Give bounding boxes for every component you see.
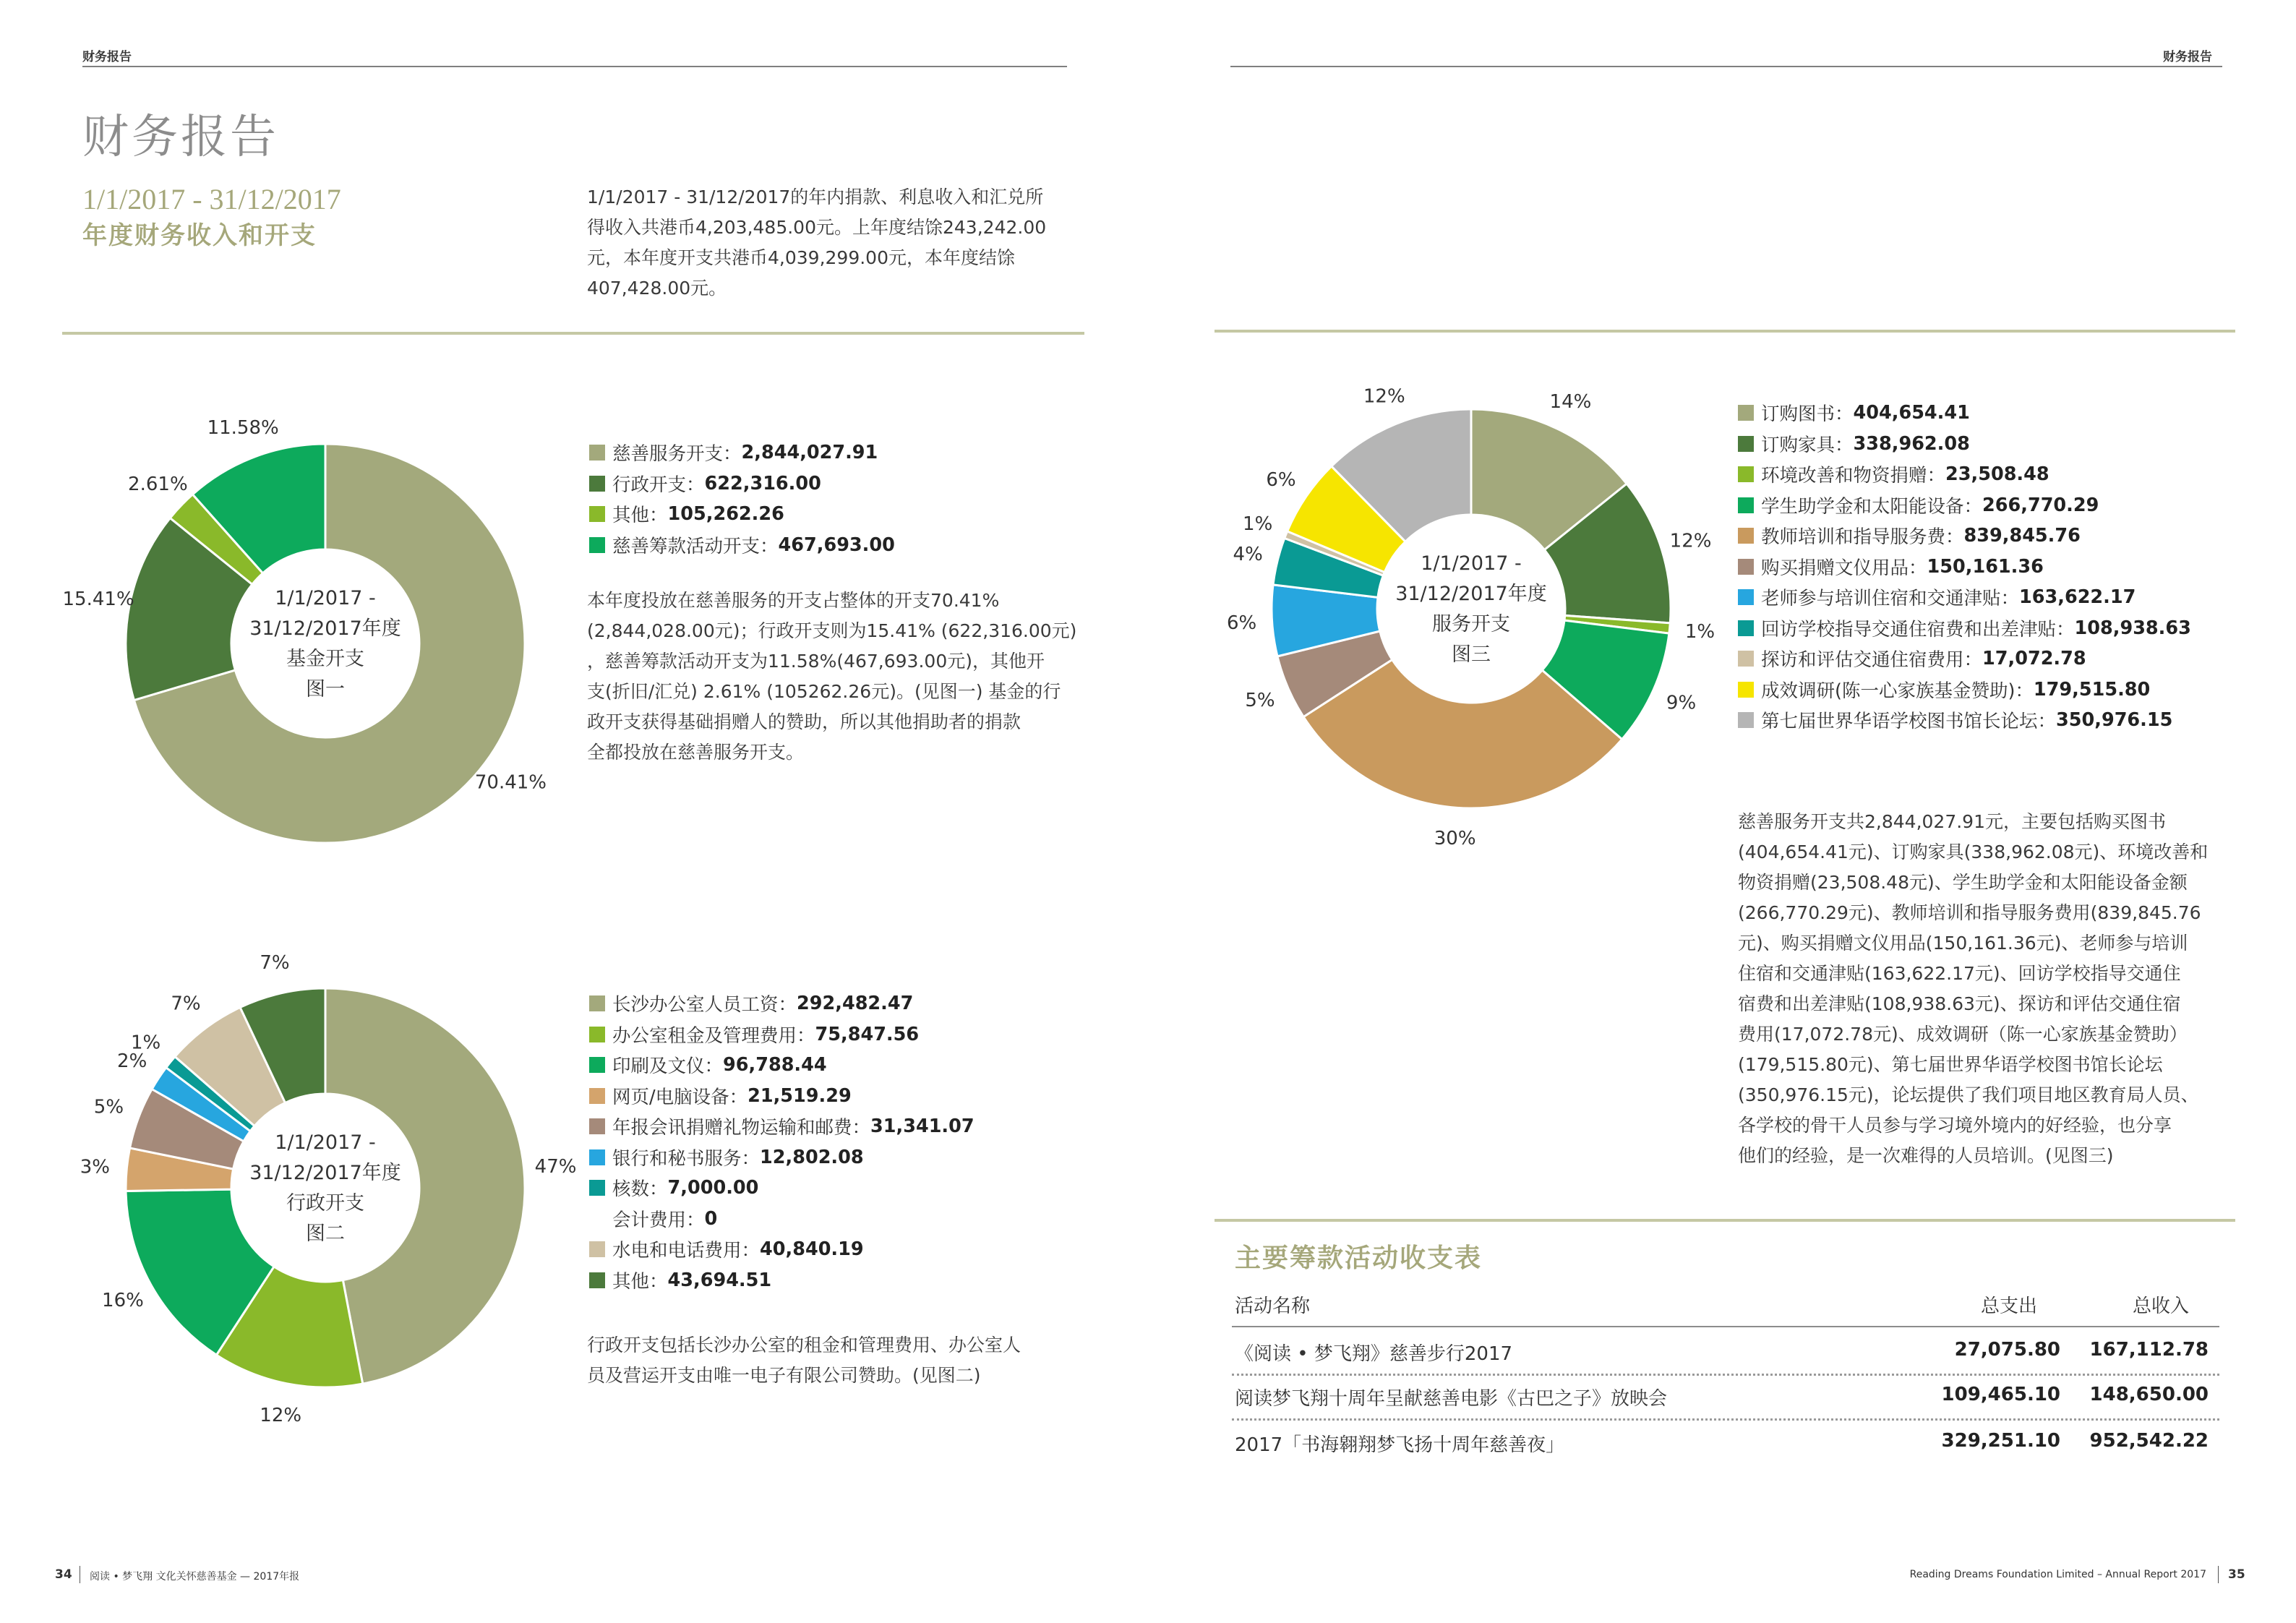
legend-item: 印刷及文仪 ： 96,788.44 [589, 1050, 974, 1081]
legend-item: 行政开支 ： 622,316.00 [589, 468, 895, 500]
legend-value: 96,788.44 [723, 1054, 827, 1076]
legend-swatch [589, 1180, 605, 1196]
slice-percent-label: 15.41% [62, 588, 134, 610]
table-row-separator [1232, 1418, 2219, 1421]
chart2-donut [58, 951, 577, 1426]
desc-line: (350,976.15元)，论坛提供了我们项目地区教育局人员、 [1738, 1084, 2199, 1105]
legend-swatch-empty [589, 1211, 605, 1227]
slice-percent-label: 7% [171, 993, 201, 1015]
legend-swatch [1738, 620, 1754, 636]
desc-line: 全都投放在慈善服务开支。 [587, 742, 805, 763]
legend-value: 266,770.29 [1982, 494, 2099, 516]
donut-center-label: 31/12/2017年度 [249, 617, 401, 640]
legend-value: 105,262.26 [667, 503, 784, 526]
legend-value: 404,654.41 [1853, 402, 1970, 424]
legend-label: 成效调研(陈一心家族基金赞助) [1761, 680, 2016, 702]
legend-value: 21,519.29 [748, 1084, 852, 1107]
legend-value: 7,000.00 [667, 1177, 759, 1199]
table-header-expense: 总支出 [1981, 1296, 2038, 1317]
chart3-donut [1215, 369, 1715, 850]
legend-value: 839,845.76 [1963, 525, 2081, 547]
table-row-3-expense: 329,251.10 [1941, 1430, 2060, 1452]
left-header-rule [82, 66, 1067, 67]
desc-line: (266,770.29元)、教师培训和指导服务费用(839,845.76 [1738, 902, 2201, 923]
legend-value: 163,622.17 [2019, 586, 2136, 609]
chart1-legend [589, 437, 895, 560]
legend-label: 办公室租金及管理费用 [612, 1024, 797, 1047]
donut-center-label: 31/12/2017年度 [249, 1162, 401, 1184]
slice-percent-label: 1% [1684, 621, 1715, 643]
legend-label: 老师参与培训住宿和交通津贴 [1761, 588, 2001, 610]
legend-value: 622,316.00 [704, 472, 821, 494]
right-header-rule [1230, 66, 2222, 67]
legend-swatch [1738, 528, 1754, 544]
left-section-rule [62, 332, 1084, 335]
donut-center-label: 31/12/2017年度 [1395, 583, 1547, 605]
legend-label: 其他 [612, 505, 650, 527]
desc-line: 慈善服务开支共2,844,027.91元，主要包括购买图书 [1738, 811, 2166, 832]
legend-value: 2,844,027.91 [741, 442, 878, 464]
donut-center-label: 图二 [306, 1222, 345, 1245]
slice-percent-label: 7% [260, 951, 290, 974]
legend-swatch [1738, 712, 1754, 728]
table-row-3-name: 2017「书海翱翔梦飞扬十周年慈善夜」 [1235, 1434, 1565, 1456]
legend-item: 网页/电脑设备 ： 21,519.29 [589, 1081, 974, 1112]
table-row-separator [1232, 1374, 2219, 1376]
table-header-income: 总收入 [2133, 1296, 2190, 1317]
legend-swatch [1738, 589, 1754, 605]
legend-item: 银行和秘书服务 ： 12,802.08 [589, 1142, 974, 1173]
slice-percent-label: 11.58% [207, 416, 279, 439]
legend-item: 教师培训和指导服务费 ： 839,845.76 [1738, 521, 2191, 552]
legend-item: 环境改善和物资捐赠 ： 23,508.48 [1738, 459, 2191, 490]
legend-item: 核数 ： 7,000.00 [589, 1173, 974, 1204]
legend-item: 探访和评估交通住宿费用 ： 17,072.78 [1738, 643, 2191, 675]
donut-center-label: 基金开支 [286, 648, 364, 670]
donut-center-label: 1/1/2017 - [1421, 552, 1522, 575]
right-page-number: 35 [2228, 1567, 2245, 1582]
intro-line: 1/1/2017 - 31/12/2017的年内捐款、利息收入和汇兑所 [587, 187, 1044, 207]
legend-swatch [1738, 436, 1754, 452]
desc-line: 元)、购买捐赠文仪用品(150,161.36元)、老师参与培训 [1738, 933, 2188, 954]
legend-label: 教师培训和指导服务费 [1761, 526, 1946, 549]
table-top-rule [1215, 1219, 2235, 1222]
slice-percent-label: 12% [1363, 385, 1405, 408]
legend-swatch [589, 995, 605, 1011]
chart2-legend [589, 988, 974, 1296]
legend-label: 订购图书 [1761, 403, 1835, 426]
chart3-legend [1738, 398, 2191, 736]
slice-percent-label: 30% [1434, 828, 1476, 850]
slice-percent-label: 6% [1266, 469, 1296, 492]
table-row-2-expense: 109,465.10 [1941, 1384, 2060, 1405]
legend-value: 467,693.00 [778, 534, 895, 556]
legend-label: 慈善服务开支 [612, 443, 724, 466]
legend-label: 其他 [612, 1270, 650, 1293]
legend-item: 第七届世界华语学校图书馆长论坛 ： 350,976.15 [1738, 705, 2191, 736]
legend-label: 年报会讯捐赠礼物运输和邮费 [612, 1117, 852, 1139]
legend-item: 办公室租金及管理费用 ： 75,847.56 [589, 1019, 974, 1050]
legend-value: 12,802.08 [760, 1146, 864, 1168]
table-row-3-income: 952,542.22 [2089, 1430, 2209, 1452]
chart3-description [1738, 807, 2229, 1171]
intro-line: 元，本年度开支共港币4,039,299.00元，本年度结馀 [587, 247, 1015, 268]
left-footer-text: 阅读 • 梦飞翔 文化关怀慈善基金 — 2017年报 [90, 1571, 300, 1583]
legend-swatch [589, 1057, 605, 1073]
intro-line: 407,428.00元。 [587, 278, 727, 299]
slice-percent-label: 12% [1669, 530, 1712, 552]
legend-value: 23,508.48 [1945, 463, 2049, 486]
legend-label: 购买捐赠文仪用品 [1761, 557, 1909, 579]
legend-value: 43,694.51 [667, 1269, 772, 1291]
slice-percent-label: 14% [1549, 391, 1592, 414]
chart1-description [587, 586, 1086, 768]
desc-line: 支(折旧/汇兑) 2.61% (105262.26元)。(见图一) 基金的行 [587, 681, 1061, 702]
right-running-header: 财务报告 [2163, 50, 2212, 64]
desc-line: 住宿和交通津贴(163,622.17元)、回访学校指导交通住 [1738, 963, 2181, 984]
desc-line: 各学校的骨干人员参与学习境外境内的好经验，也分享 [1738, 1115, 2172, 1136]
slice-percent-label: 5% [93, 1096, 124, 1118]
slice-percent-label: 3% [80, 1156, 110, 1178]
intro-paragraph [587, 182, 1079, 304]
legend-swatch [589, 445, 605, 461]
desc-line: ，慈善筹款活动开支为11.58%(467,693.00元)，其他开 [587, 651, 1045, 672]
slice-percent-label: 12% [260, 1404, 302, 1426]
right-section-rule [1215, 330, 2235, 333]
donut-center-label: 图一 [306, 678, 345, 701]
desc-line: 员及营运开支由唯一电子有限公司赞助。(见图二) [587, 1365, 981, 1386]
legend-item: 成效调研(陈一心家族基金赞助) ： 179,515.80 [1738, 675, 2191, 706]
slice-percent-label: 16% [102, 1289, 144, 1311]
table-header-name: 活动名称 [1235, 1296, 1311, 1317]
slice-percent-label: 5% [1245, 689, 1275, 711]
legend-item: 慈善服务开支 ： 2,844,027.91 [589, 437, 895, 468]
legend-item: 水电和电话费用 ： 40,840.19 [589, 1234, 974, 1265]
legend-value: 31,341.07 [870, 1115, 974, 1138]
donut-center-label: 1/1/2017 - [275, 1131, 376, 1154]
donut-slice [325, 988, 525, 1384]
desc-line: 政开支获得基础捐赠人的赞助，所以其他捐助者的捐款 [587, 711, 1021, 732]
page-title: 财务报告 [82, 111, 279, 164]
legend-label: 慈善筹款活动开支 [612, 535, 761, 557]
legend-swatch [1738, 405, 1754, 421]
legend-value: 40,840.19 [760, 1238, 864, 1261]
legend-value: 0 [704, 1207, 718, 1230]
table-row-2-name: 阅读梦飞翔十周年呈献慈善电影《古巴之子》放映会 [1235, 1388, 1668, 1410]
legend-item: 回访学校指导交通住宿费和出差津贴 ： 108,938.63 [1738, 613, 2191, 644]
legend-item: 其他 ： 43,694.51 [589, 1265, 974, 1296]
intro-line: 得收入共港币4,203,485.00元。上年度结馀243,242.00 [587, 217, 1047, 238]
slice-percent-label: 4% [1233, 544, 1263, 566]
table-row-2-income: 148,650.00 [2089, 1384, 2209, 1405]
desc-line: (2,844,028.00元)；行政开支则为15.41% (622,316.00元) [587, 620, 1077, 641]
table-title: 主要筹款活动收支表 [1235, 1243, 1483, 1273]
chart2-description [587, 1330, 1086, 1391]
right-footer-text: Reading Dreams Foundation Limited – Annual Report 2017 [1909, 1569, 2206, 1580]
donut-center-label: 行政开支 [286, 1192, 364, 1215]
chart1-donut [58, 412, 557, 875]
legend-swatch [589, 1241, 605, 1257]
legend-value: 338,962.08 [1853, 432, 1970, 455]
legend-label: 第七届世界华语学校图书馆长论坛 [1761, 711, 2038, 733]
section-subtitle: 年度财务收入和开支 [82, 221, 317, 250]
slice-percent-label: 6% [1226, 612, 1257, 635]
slice-percent-label: 2.61% [128, 474, 188, 496]
left-page-number: 34 [55, 1567, 72, 1582]
legend-value: 17,072.78 [1982, 648, 2086, 670]
donut-center-label: 服务开支 [1432, 613, 1510, 635]
slice-percent-label: 1% [1243, 513, 1273, 536]
table-row-1-income: 167,112.78 [2089, 1339, 2209, 1361]
legend-label: 水电和电话费用 [612, 1240, 742, 1262]
legend-value: 108,938.63 [2074, 617, 2191, 639]
legend-label: 印刷及文仪 [612, 1055, 705, 1078]
legend-swatch [589, 537, 605, 553]
legend-swatch [1738, 682, 1754, 698]
legend-value: 179,515.80 [2033, 678, 2151, 701]
legend-value: 75,847.56 [815, 1023, 920, 1045]
legend-swatch [1738, 559, 1754, 575]
legend-label: 会计费用 [612, 1209, 687, 1231]
legend-item: 购买捐赠文仪用品 ： 150,161.36 [1738, 552, 2191, 583]
legend-swatch [589, 506, 605, 522]
legend-item: 慈善筹款活动开支 ： 467,693.00 [589, 530, 895, 561]
legend-swatch [589, 1027, 605, 1042]
donut-center-label: 1/1/2017 - [275, 587, 376, 609]
legend-value: 292,482.47 [797, 993, 914, 1015]
legend-label: 探访和评估交通住宿费用 [1761, 649, 1964, 672]
slice-percent-label: 2% [117, 1050, 147, 1073]
slice-percent-label: 47% [534, 1155, 577, 1178]
legend-item: 会计费用 ： 0 [589, 1204, 974, 1235]
legend-swatch [589, 476, 605, 492]
legend-swatch [589, 1149, 605, 1165]
left-running-header: 财务报告 [82, 50, 132, 64]
desc-line: 宿费和出差津贴(108,938.63元)、探访和评估交通住宿 [1738, 993, 2181, 1014]
table-header-rule [1232, 1326, 2219, 1327]
legend-item: 老师参与培训住宿和交通津贴 ： 163,622.17 [1738, 582, 2191, 613]
legend-swatch [589, 1272, 605, 1288]
table-row-1-expense: 27,075.80 [1954, 1339, 2060, 1361]
legend-swatch [1738, 497, 1754, 513]
desc-line: (179,515.80元)、第七届世界华语学校图书馆长论坛 [1738, 1054, 2163, 1075]
legend-value: 350,976.15 [2056, 709, 2173, 732]
date-range: 1/1/2017 - 31/12/2017 [82, 183, 341, 215]
slice-percent-label: 1% [130, 1032, 161, 1054]
desc-line: 物资捐赠(23,508.48元)、学生助学金和太阳能设备金额 [1738, 872, 2188, 893]
footer-divider [2218, 1566, 2219, 1583]
legend-label: 网页/电脑设备 [612, 1086, 729, 1108]
legend-label: 长沙办公室人员工资 [612, 994, 779, 1016]
desc-line: 行政开支包括长沙办公室的租金和管理费用、办公室人 [587, 1335, 1021, 1356]
desc-line: 他们的经验，是一次难得的人员培训。(见图三) [1738, 1145, 2114, 1166]
legend-label: 学生助学金和太阳能设备 [1761, 495, 1964, 518]
legend-label: 环境改善和物资捐赠 [1761, 465, 1927, 487]
legend-label: 银行和秘书服务 [612, 1147, 742, 1170]
legend-value: 150,161.36 [1927, 555, 2044, 578]
desc-line: 费用(17,072.78元)、成效调研（陈一心家族基金赞助） [1738, 1024, 2188, 1045]
legend-swatch [1738, 466, 1754, 482]
legend-label: 行政开支 [612, 474, 687, 496]
legend-item: 长沙办公室人员工资 ： 292,482.47 [589, 988, 974, 1019]
legend-label: 订购家具 [1761, 434, 1835, 456]
legend-item: 订购家具 ： 338,962.08 [1738, 429, 2191, 460]
slice-percent-label: 70.41% [474, 771, 547, 794]
legend-item: 学生助学金和太阳能设备 ： 266,770.29 [1738, 490, 2191, 521]
legend-label: 回访学校指导交通住宿费和出差津贴 [1761, 618, 2057, 641]
legend-swatch [589, 1088, 605, 1104]
legend-item: 其他 ： 105,262.26 [589, 499, 895, 530]
legend-item: 订购图书 ： 404,654.41 [1738, 398, 2191, 429]
slice-percent-label: 9% [1666, 692, 1697, 714]
legend-label: 核数 [612, 1178, 650, 1201]
donut-center-label: 图三 [1452, 643, 1491, 666]
legend-swatch [1738, 651, 1754, 667]
legend-item: 年报会讯捐赠礼物运输和邮费 ： 31,341.07 [589, 1111, 974, 1142]
desc-line: 本年度投放在慈善服务的开支占整体的开支70.41% [587, 590, 1000, 611]
table-row-1-name: 《阅读 • 梦飞翔》慈善步行2017 [1235, 1343, 1513, 1365]
legend-swatch [589, 1118, 605, 1134]
desc-line: (404,654.41元)、订购家具(338,962.08元)、环境改善和 [1738, 842, 2209, 862]
